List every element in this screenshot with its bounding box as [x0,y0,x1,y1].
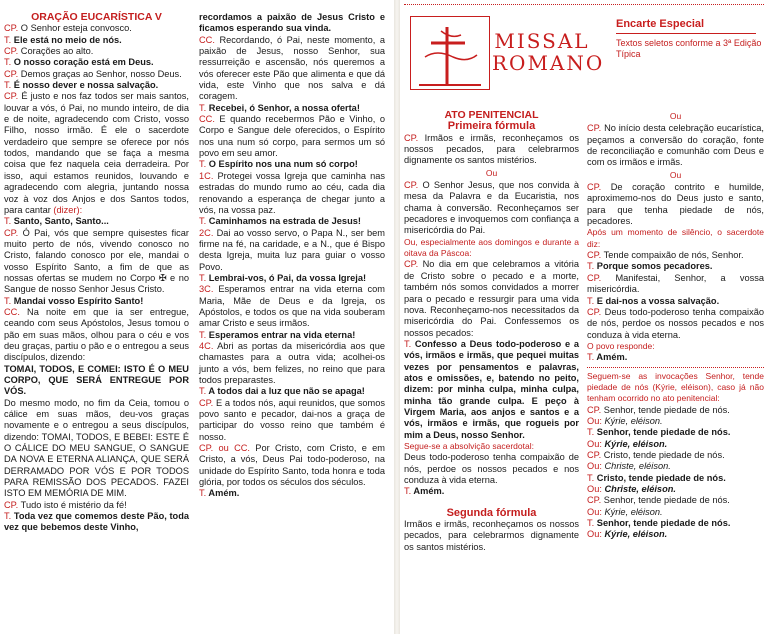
text-paragraph [587,529,764,540]
speaker-text: Corações ao alto. [18,46,94,57]
text-paragraph [199,284,385,329]
text-paragraph [199,114,385,159]
text-paragraph [587,461,764,472]
penitential-text-col1 [404,133,579,553]
speaker-label: 1C. [199,170,214,181]
text-paragraph [4,398,189,500]
speaker-text: A todos dai a luz que não se apaga! [206,386,365,397]
text-paragraph [199,103,385,114]
speaker-label: T. [404,486,412,497]
speaker-text: Demos graças ao Senhor, nosso Deus. [18,68,182,79]
speaker-label: T. [587,261,595,272]
speaker-label: T. [4,216,12,227]
text-paragraph [404,259,579,338]
first-form-title: Primeira fórmula [447,120,536,133]
text-paragraph: Ou, especialmente aos domingos e durante a oitava da Páscoa: [404,236,579,259]
speaker-text: Christe, eléison. [601,461,671,472]
speaker-text: Confesso a Deus todo-poderoso e a vós, irmãos e irmãs, que pequei muitas vezes por pensamentos e palavras, atos e omissões, e, batendo no peito, dizem: por minha culpa, minha culpa, minha tão grande culpa. E peço à Virgem Maria, aos anjos e santos e a vós, irmãos e irmãs, que rogueis por mim a Deus, nosso Senhor. [404,338,579,440]
speaker-text: No dia em que celebramos a vitória de Cristo sobre o pecado e a morte, também nós somos convidados a morrer para o pecado e ressurgir para uma vida nova. Reconheçamo-nos necessitados da misericórdia do Pai. Confessemos os nossos pecados: [404,259,579,338]
speaker-text: Abri as portas da misericórdia aos que chamastes para a outra vida; acolhei-os junto a vós, bem felizes, no reino que para todos preparastes. [199,340,385,385]
text-paragraph [587,296,764,307]
text-paragraph [4,511,189,534]
speaker-text: Senhor, tende piedade de nós. [601,495,730,506]
text-paragraph [199,171,385,216]
right-page-column-2 [587,110,764,541]
text-paragraph [4,307,189,364]
speaker-text: TOMAI, TODOS, E COMEI: ISTO É O MEU CORPO, QUE SERÁ ENTREGUE POR VÓS. [4,363,189,397]
speaker-text: Senhor, tende piedade de nós. [594,518,731,529]
speaker-text: Ó Pai, vós que sempre quisestes ficar muito perto de nós, vivendo conosco no Cristo, falando conosco por ele, mandai o vosso Espírito Santo, a fim de que as nossas ofertas se mudem no Corpo ✠ e no Sangue de nosso Senhor Jesus Cristo. [4,227,189,295]
speaker-text: Kýrie, eléison. [601,529,668,540]
text-paragraph [404,339,579,441]
speaker-label: 4C. [199,340,214,351]
text-paragraph [587,484,764,495]
speaker-label: T. [199,102,207,113]
speaker-text: E quando recebermos Pão e Vinho, o Corpo e Sangue dele oferecidos, o Espírito nos una num só corpo, para sermos um só povo em seu amor. [199,114,385,159]
speaker-label: CP. [4,91,19,102]
logo-word-romano: ROMANO [492,51,605,75]
speaker-label: T. [4,295,12,306]
speaker-label: T. [587,427,595,438]
speaker-text: Porque somos pecadores. [594,261,713,272]
penitential-text-col2 [587,111,764,541]
speaker-label: CP. [199,397,214,408]
left-page-column-2 [199,12,385,500]
speaker-text: Senhor, tende piedade de nós. [594,427,731,438]
speaker-text: Amém. [206,488,240,499]
rubric-text: (dizer): [53,204,83,215]
text-paragraph [587,261,764,272]
or-separator: Ou [669,111,682,121]
speaker-label: Ou: [587,529,602,540]
text-paragraph [587,439,764,450]
speaker-label: T. [4,80,12,91]
speaker-label: Ou: [587,506,602,517]
speaker-label: CC. [199,114,215,125]
speaker-label: CP. [4,499,19,510]
speaker-label: T. [199,386,207,397]
speaker-text: Recordando, ó Pai, neste momento, a paixão de Jesus, nosso Senhor, sua ressurreição e ascensão, nós queremos a vós oferecer este Pão que alimenta e que dá vida, este Vinho que nos salva e dá coragem. [199,34,385,102]
text-paragraph [404,133,579,167]
speaker-label: CP. [4,46,19,57]
speaker-label: CP. [587,449,602,460]
text-paragraph: O povo responde: [587,340,655,351]
speaker-label: 3C. [199,284,214,295]
speaker-text: Mandai vosso Espírito Santo! [11,295,144,306]
cross-logo-icon [410,16,490,90]
text-paragraph [4,228,189,296]
text-paragraph [587,250,764,261]
speaker-label: T. [199,159,207,170]
speaker-text: Do mesmo modo, no fim da Ceia, tomou o cálice em suas mãos, deu-vos graças novamente e o entregou a seus discípulos, dizendo: TOMAI, TODOS, E BEBEI: ESTE É O CÁLICE DO MEU SANGUE, O SANGUE DA NOVA E ETERNA ALIANÇA, QUE SERÁ DERRAMADO POR VÓS E POR TODOS PARA REMISSÃO DOS PECADOS. FAZEI ISTO EM MEMÓRIA DE MIM. [4,397,189,499]
section-title: ATO PENITENCIAL [444,109,539,121]
speaker-label: Ou: [587,484,602,494]
text-paragraph: Segue-se a absolvição sacerdotal: [404,440,534,451]
speaker-text: Ele está no meio de nós. [11,34,122,45]
text-paragraph [587,405,764,416]
text-paragraph [4,216,189,227]
speaker-text: E a todos nós, aqui reunidos, que somos povo santo e pecador, dai-nos a graça de participar do vosso reino que também é nosso. [199,397,385,442]
speaker-text: E dai-nos a vossa salvação. [594,295,720,306]
text-paragraph [199,273,385,284]
speaker-label: 2C. [199,227,214,238]
or-separator: Ou [485,167,498,178]
speaker-text: Deus todo-poderoso tenha compaixão de nós, perdoe os nossos pecados e nos conduza à vida eterna. [587,306,764,340]
speaker-label: T. [587,518,595,529]
text-paragraph [587,273,764,296]
insert-rule [616,33,756,34]
page-fold [394,0,400,634]
text-paragraph [587,473,764,484]
text-paragraph [199,159,385,170]
speaker-label: CC. [4,306,20,317]
speaker-label: CP. [587,404,602,415]
text-paragraph [199,386,385,397]
text-paragraph [199,228,385,273]
speaker-label: T. [587,352,595,363]
speaker-label: CP. [587,272,602,283]
right-page-column-1 [404,110,579,553]
text-paragraph [587,518,764,529]
insert-text: Textos seletos conforme a 3ª Edição Típica [616,38,762,59]
missal-banner [404,10,764,100]
text-paragraph [587,182,764,227]
dotted-divider [587,367,764,368]
text-paragraph [199,443,385,488]
speaker-text: Irmãos e irmãs, reconheçamos os nossos pecados, para celebrarmos dignamente os santos mistérios. [404,519,579,552]
speaker-text: O Senhor esteja convosco. [18,23,132,34]
text-paragraph [4,46,189,57]
speaker-label: CP. [4,68,19,79]
text-paragraph [199,12,385,35]
speaker-text: É justo e nos faz todos ser mais santos, louvar a vós, ó Pai, no mundo inteiro, de dia e de noite, agradecendo com Cristo, vosso Filho, nosso irmão. É ele o sacerdote verdadeiro que sempre se oferece por nós todos, mandando que se faça a mesma coisa que fez naquela ceia derradeira. Por isso, aqui estamos reunidos, louvando e agradecendo com alegria, juntando nossa voz à voz dos Anjos e dos Santos todos, para cantar [4,91,189,215]
text-paragraph [587,495,764,506]
text-paragraph [4,296,189,307]
speaker-text: Dai ao vosso servo, o Papa N., ser bem firme na fé, na caridade, e a N., que é Bispo desta Igreja, muita luz para guiar o vosso Povo. [199,227,385,272]
speaker-text: Recebei, ó Senhor, a nossa oferta! [206,102,360,113]
speaker-text: Tudo isto é mistério da fé! [18,499,127,510]
speaker-text: Protegei vossa Igreja que caminha nas estradas do mundo rumo ao céu, cada dia renovando a esperança de chegar junto a vós, na vossa paz. [199,170,385,215]
speaker-text: Cristo, tende piedade de nós. [601,449,725,460]
insert-title: Encarte Especial [616,18,705,30]
text-paragraph [4,23,189,34]
speaker-text: Irmãos e irmãs, reconheçamos os nossos pecados, para celebrarmos dignamente os santos mistérios. [404,132,579,166]
speaker-text: Toda vez que comemos deste Pão, toda vez que bebemos deste Vinho, [4,511,189,533]
speaker-text: Manifestai, Senhor, a vossa misericórdia. [587,272,764,295]
speaker-label: CP. [404,259,419,270]
text-paragraph [404,180,579,237]
eucharistic-prayer-title: ORAÇÃO EUCARÍSTICA V [31,11,162,23]
speaker-text: Santo, Santo, Santo... [11,216,109,227]
or-separator: Ou [669,169,682,180]
speaker-text: O Espírito nos una num só corpo! [206,159,358,170]
text-paragraph: Seguem-se as invocações Senhor, tende piedade de nós (Kýrie, eléison), caso já não tenham ocorrido no ato penitencial: [587,370,764,404]
text-paragraph [4,57,189,68]
text-paragraph [587,416,764,427]
second-form-title: Segunda fórmula [446,506,537,519]
text-paragraph: Após um momento de silêncio, o sacerdote diz: [587,227,764,249]
text-paragraph [199,488,385,499]
speaker-text: No início desta celebração eucarística, peçamos a conversão do coração, fonte de reconciliação e comunhão com Deus e com os irmãos e irmãs. [587,123,764,168]
speaker-label: T. [199,216,207,227]
text-paragraph [4,91,189,216]
prayer-text-col1 [4,23,189,533]
text-paragraph [199,330,385,341]
speaker-text: Por Cristo, com Cristo, e em Cristo, a vós, Deus Pai todo-poderoso, na unidade do Espírito Santo, toda honra e toda glória, por todos os séculos dos séculos. [199,443,386,488]
speaker-label: CP. [587,306,602,317]
speaker-text: Amém. [594,352,628,363]
text-paragraph [199,35,385,103]
speaker-text: Na noite em que ia ser entregue, ceando com seus Apóstolos, Jesus tomou o pão em suas mãos, olhou para o céu e vos deu graças, partiu o pão e o entregou a seus discípulos, dizendo: [4,306,189,363]
speaker-text: Senhor, tende piedade de nós. [601,404,730,415]
text-paragraph [404,452,579,486]
text-paragraph [4,500,189,511]
speaker-label: Ou: [587,415,602,426]
text-paragraph [587,307,764,341]
speaker-text: Amém. [411,486,445,497]
speaker-text: Cristo, tende piedade de nós. [594,472,726,483]
speaker-label: CP. [587,123,602,134]
text-paragraph [587,507,764,518]
speaker-text: O Senhor Jesus, que nos convida à mesa da Palavra e da Eucaristia, nos chama à conversão. Reconheçamos ser pecadores e invoquemos com confiança a misericórdia do Pai. [404,180,579,236]
speaker-label: T. [199,488,207,499]
missal-logo-text [492,29,605,75]
text-paragraph [199,398,385,443]
speaker-label: CC. [199,34,215,45]
text-paragraph [4,364,189,398]
logo-word-missal: MISSAL [494,29,590,53]
text-paragraph [404,519,579,553]
text-paragraph [587,352,764,363]
speaker-label: CP. [587,182,602,193]
speaker-label: T. [404,338,412,349]
speaker-label: Ou: [587,461,602,472]
speaker-label: CP. [587,495,602,506]
speaker-text: De coração contrito e humilde, aproximemo-nos do Deus justo e santo, para que tenha piedade de nós, pecadores. [587,182,764,227]
speaker-label: T. [4,34,12,45]
speaker-label: CP. [4,23,19,34]
speaker-label: CP. [4,227,19,238]
text-paragraph [4,35,189,46]
speaker-label: T. [587,295,595,306]
speaker-text: Kýrie, eléison. [601,415,663,426]
speaker-label: T. [587,472,595,483]
speaker-text: Kýrie, eléison. [601,438,668,449]
speaker-label: CP. [404,132,419,143]
text-paragraph [587,450,764,461]
speaker-text: Deus todo-poderoso tenha compaixão de nós, perdoe os nossos pecados e nos conduza à vida eterna. [404,452,579,485]
speaker-label: T. [199,272,207,283]
prayer-text-col2 [199,12,385,500]
speaker-text: Kýrie, eléison. [601,506,663,517]
speaker-text: Christe, eléison. [601,484,676,494]
speaker-label: CP. [404,180,419,191]
insert-note [616,18,764,60]
text-paragraph [587,427,764,438]
speaker-label: CP. ou CC. [199,443,251,454]
speaker-text: Tende compaixão de nós, Senhor. [601,250,744,261]
text-paragraph [4,69,189,80]
speaker-label: T. [199,329,207,340]
speaker-text: Esperamos entrar na vida eterna com Maria, Mãe de Deus e da Igreja, os Apóstolos, e todos os que na vida souberam amar Cristo e seus irmãos. [199,284,385,329]
speaker-label: CP. [587,250,602,261]
speaker-label: Ou: [587,438,602,449]
text-paragraph [4,80,189,91]
top-dotted-rule [404,4,764,5]
speaker-text: O nosso coração está em Deus. [11,57,154,68]
speaker-label: T. [4,511,12,522]
text-paragraph [587,123,764,168]
speaker-text: recordamos a paixão de Jesus Cristo e ficamos esperando sua vinda. [199,12,385,34]
text-paragraph [199,341,385,386]
speaker-text: É nosso dever e nossa salvação. [11,80,159,91]
speaker-text: Esperamos entrar na vida eterna! [206,329,356,340]
speaker-text: Caminhamos na estrada de Jesus! [206,216,361,227]
speaker-label: T. [4,57,12,68]
text-paragraph [199,216,385,227]
text-paragraph [404,486,579,497]
left-page-column-1 [4,12,189,534]
speaker-text: Lembrai-vos, ó Pai, da vossa Igreja! [206,272,367,283]
